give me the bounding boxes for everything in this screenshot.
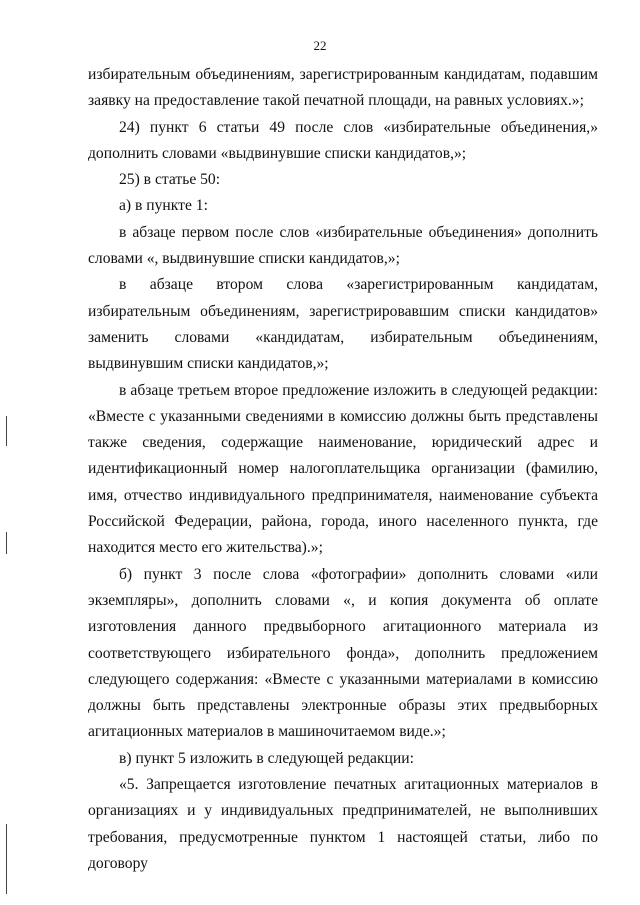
paragraph-abzac-3: в абзаце третьем второе предложение изложить в следующей редакции: «Вместе с указанными сведениями в комиссию должны быть представлены также сведения, содержащие наименование, юридический адрес и идентификационный номер налогоплательщика организации (фамилию, имя, отчество индивидуального предпринимателя, наименование субъекта Российской Федерации, района, города, иного населенного пункта, где находится место его жительства).»; xyxy=(88,381,598,557)
paragraph-continuation: избирательным объединениям, зарегистрированным кандидатам, подавшим заявку на предоставление такой печатной площади, на равных условиях.»; xyxy=(88,66,598,110)
margin-mark xyxy=(6,532,7,554)
document-body xyxy=(88,62,598,877)
margin-mark xyxy=(6,416,7,446)
paragraph-subitem-b: б) пункт 3 после слова «фотографии» дополнить словами «или экземпляры», дополнить словами «, и копия документа об оплате изготовления данного предвыборного агитационного материала из соответствующего избирательного фонда», дополнить предложением следующего содержания: «Вместе с указанными материалами в комиссию должны быть представлены электронные образы этих предвыборных агитационных материалов в машиночитаемом виде.»; xyxy=(88,565,598,741)
page-number: 22 xyxy=(313,38,327,53)
paragraph-item-25: 25) в статье 50: xyxy=(119,171,221,189)
paragraph-quote-5: «5. Запрещается изготовление печатных агитационных материалов в организациях и у индивидуальных предпринимателей, не выполнивших требования, предусмотренные пунктом 1 настоящей статьи, либо по договору xyxy=(88,776,598,872)
paragraph-abzac-1: в абзаце первом после слов «избирательные объединения» дополнить словами «, выдвинувшие списки кандидатов,»; xyxy=(88,223,598,268)
paragraph-abzac-2: в абзаце втором слова «зарегистрированным кандидатам, избирательным объединениям, зарегистрировавшим списки кандидатов» заменить словами «кандидатам, избирательным объединениям, выдвинувшим списки кандидатов,»; xyxy=(88,276,598,373)
paragraph-subitem-v: в) пункт 5 изложить в следующей редакции: xyxy=(119,749,414,767)
paragraph-subitem-a: а) в пункте 1: xyxy=(119,197,208,215)
margin-mark xyxy=(6,824,7,894)
paragraph-item-24: 24) пункт 6 статьи 49 после слов «избирательные объединения,» дополнить словами «выдвинувшие списки кандидатов,»; xyxy=(88,118,598,162)
